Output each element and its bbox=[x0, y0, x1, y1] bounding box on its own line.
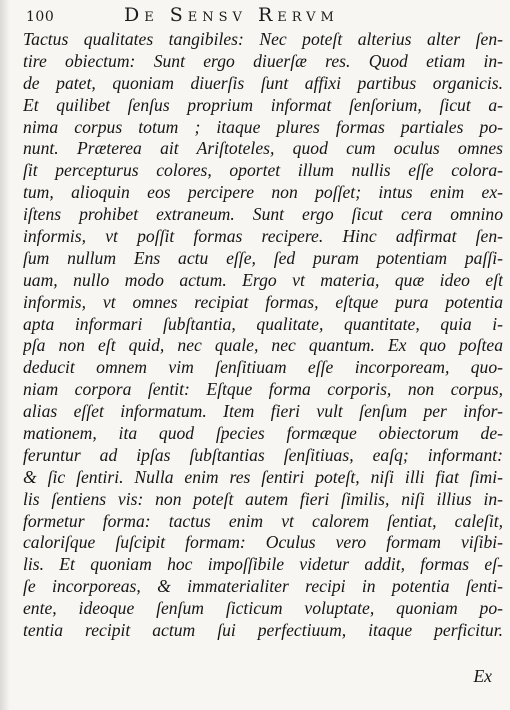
text-line: ente, ideoque ſenſum ſicticum voluptate, quoniam po- bbox=[23, 598, 503, 619]
text-line: Tactus qualitates tangibiles: Nec poteſt alterius alter ſen- bbox=[23, 29, 503, 49]
text-line: informis, vt poſſit formas recipere. Hinc adfirmat ſen- bbox=[23, 226, 503, 247]
text-line: nunt. Præterea ait Ariſtoteles, quod cum oculus omnes bbox=[23, 138, 503, 159]
text-line: uam, nullo modo actum. Ergo vt materia, quæ ideo eſt bbox=[23, 269, 503, 290]
text-line: niam corpora ſentit: Eſtque forma corporis, non corpus, bbox=[23, 379, 503, 400]
text-line: iſtens prohibet extraneum. Sunt ergo ſicut cera omnino bbox=[23, 204, 503, 225]
text-line: ſit percepturus colores, oportet illum nullis eſſe colora- bbox=[23, 160, 503, 181]
page-edge-shadow bbox=[0, 0, 10, 710]
text-line: informis, vt omnes recipiat formas, eſtque pura potentia bbox=[23, 291, 503, 312]
text-line: tentia recipit actum ſui perfectiuum, itaque perficitur. bbox=[23, 620, 503, 641]
text-line: de patet, quoniam diuerſis ſunt affixi partibus organicis. bbox=[23, 72, 503, 93]
running-title: De Sensv Rervm bbox=[124, 4, 339, 26]
text-line: & ſic ſentiri. Nulla enim res ſentiri poteſt, niſi illi fiat ſimi- bbox=[23, 466, 503, 487]
text-line: formetur forma: tactus enim vt calorem ſentiat, caleſit, bbox=[23, 510, 503, 531]
text-line: ſum nullum Ens actu eſſe, ſed puram potentiam paſſi- bbox=[23, 247, 503, 268]
text-line: deducit omnem vim ſenſitiuam eſſe incorpoream, quo- bbox=[23, 357, 503, 378]
text-line: lis ſentiens vis: non poteſt autem fieri ſimilis, niſi illius in- bbox=[23, 488, 503, 509]
text-line: caloriſque ſuſcipit formam: Oculus vero formam viſibi- bbox=[23, 532, 503, 553]
text-line: nima corpus totum ; itaque plures formas partiales po- bbox=[23, 116, 503, 137]
text-line: ſe incorporeas, & immaterialiter recipi in potentia ſenti- bbox=[23, 576, 503, 597]
body-text bbox=[23, 29, 503, 642]
text-line: alias eſſet informatum. Item fieri vult ſenſum per infor- bbox=[23, 401, 503, 422]
text-line: lis. Et quoniam hoc impoſſibile videtur addit, formas eſ- bbox=[23, 554, 503, 575]
page-header bbox=[26, 3, 496, 27]
text-line: tire obiectum: Sunt ergo diuerſæ res. Quod etiam in- bbox=[23, 50, 503, 71]
text-line: Et quilibet ſenſus proprium informat ſenſorium, ſicut a- bbox=[23, 94, 503, 115]
page-number: 100 bbox=[26, 9, 55, 25]
text-line: tum, alioquin eos percipere non poſſet; intus enim ex- bbox=[23, 182, 503, 203]
text-line: pſa non eſt quid, nec quale, nec quantum. Ex quo poſtea bbox=[23, 335, 503, 356]
text-line: mationem, ita quod ſpecies formæque obiectorum de- bbox=[23, 423, 503, 444]
text-line: apta informari ſubſtantia, qualitate, quantitate, quia i- bbox=[23, 313, 503, 334]
catchword: Ex bbox=[473, 666, 492, 686]
text-line: feruntur ad ipſas ſubſtantias ſenſitiuas, eaſq; informant: bbox=[23, 444, 503, 465]
